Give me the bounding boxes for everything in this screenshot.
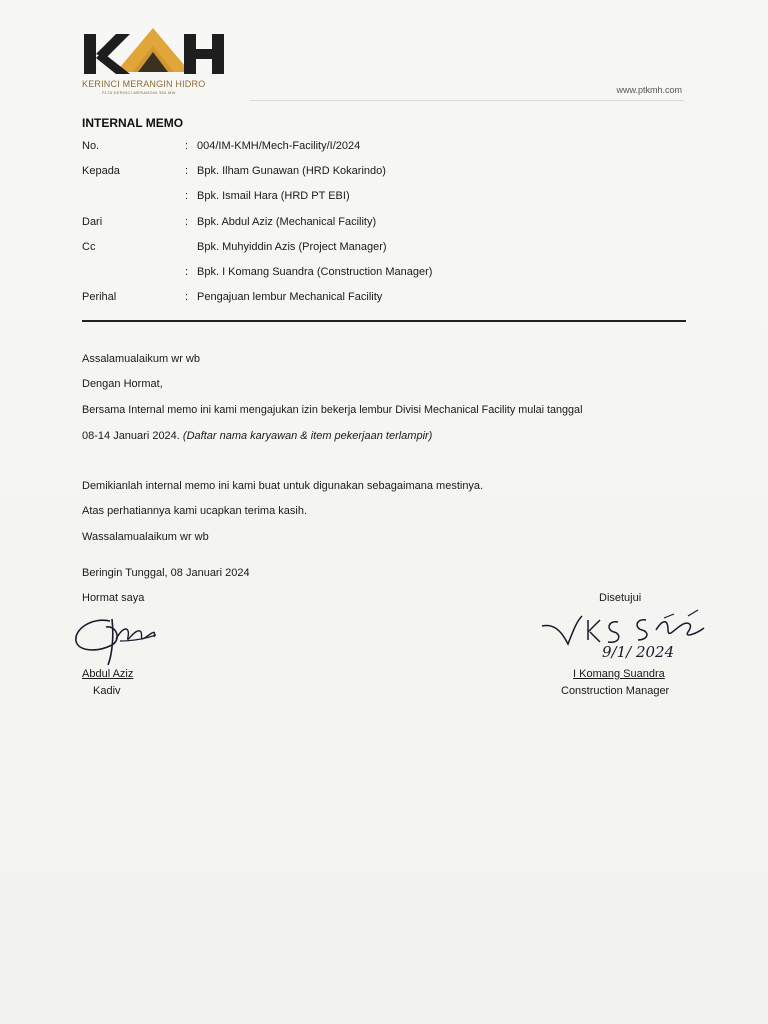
kmh-logo-mark [80,22,230,78]
closing-line-3: Wassalamualaikum wr wb [82,531,209,543]
meta-row-cc-2 [82,266,702,291]
meta-colon: : [185,140,189,152]
handwritten-approval-date: 9/1/ 2024 [602,643,675,661]
meta-value: Bpk. Abdul Aziz (Mechanical Facility) [197,215,377,228]
signer-name-right: I Komang Suandra [573,668,665,680]
header-divider [250,100,684,101]
meta-row-kepada-2 [82,190,702,215]
memo-meta [82,140,702,316]
greeting: Assalamualaikum wr wb [82,353,200,365]
company-name: KERINCI MERANGIN HIDRO [82,79,206,89]
meta-colon: : [185,291,189,304]
meta-divider [82,320,686,322]
company-logo [80,22,230,100]
company-website[interactable]: www.ptkmh.com [616,85,682,95]
meta-label: No. [82,140,100,152]
meta-value: Bpk. Ilham Gunawan (HRD Kokarindo) [197,165,386,178]
meta-row-kepada [82,165,702,190]
signature-komang-suandra [538,606,718,676]
signature-abdul-aziz [72,607,172,667]
body-paragraph-line2 [82,429,688,443]
meta-colon: : [185,215,189,228]
meta-row-cc [82,241,702,266]
meta-label: Cc [82,240,96,253]
meta-label: Kepada [82,165,120,178]
place-date: Beringin Tunggal, 08 Januari 2024 [82,567,250,579]
salutation: Dengan Hormat, [82,378,163,390]
meta-value: 004/IM-KMH/Mech-Facility/I/2024 [197,140,361,152]
meta-label: Dari [82,215,103,228]
overtime-dates: 08-14 Januari 2024. [82,430,180,442]
meta-value: Pengajuan lembur Mechanical Facility [197,291,383,304]
meta-label: Perihal [82,291,117,304]
meta-value: Bpk. Ismail Hara (HRD PT EBI) [197,190,350,203]
body-paragraph-line1: Bersama Internal memo ini kami mengajukan izin bekerja lembur Divisi Mechanical Facility mulai tanggal [82,404,583,416]
meta-colon: : [185,165,189,178]
closing-line-2: Atas perhatiannya kami ucapkan terima kasih. [82,505,308,517]
sign-heading-right: Disetujui [599,592,642,604]
sign-heading-left: Hormat saya [82,592,145,604]
meta-value: Bpk. I Komang Suandra (Construction Manager) [197,265,433,278]
meta-row-no [82,140,702,165]
signer-position-left: Kadiv [93,685,121,697]
company-subtitle: PLTA KERINCI MERANGIN 350 MW [102,90,176,95]
signer-position-right: Construction Manager [561,685,670,697]
meta-row-dari [82,216,702,241]
meta-colon: : [185,190,189,203]
signer-name-left: Abdul Aziz [82,668,134,680]
attachment-note: (Daftar nama karyawan & item pekerjaan terlampir) [182,430,433,442]
meta-row-perihal [82,291,702,316]
meta-value: Bpk. Muhyiddin Azis (Project Manager) [197,240,387,253]
closing-line-1: Demikianlah internal memo ini kami buat untuk digunakan sebagaimana mestinya. [82,480,484,492]
meta-colon: : [185,265,189,278]
memo-title: INTERNAL MEMO [82,116,184,130]
